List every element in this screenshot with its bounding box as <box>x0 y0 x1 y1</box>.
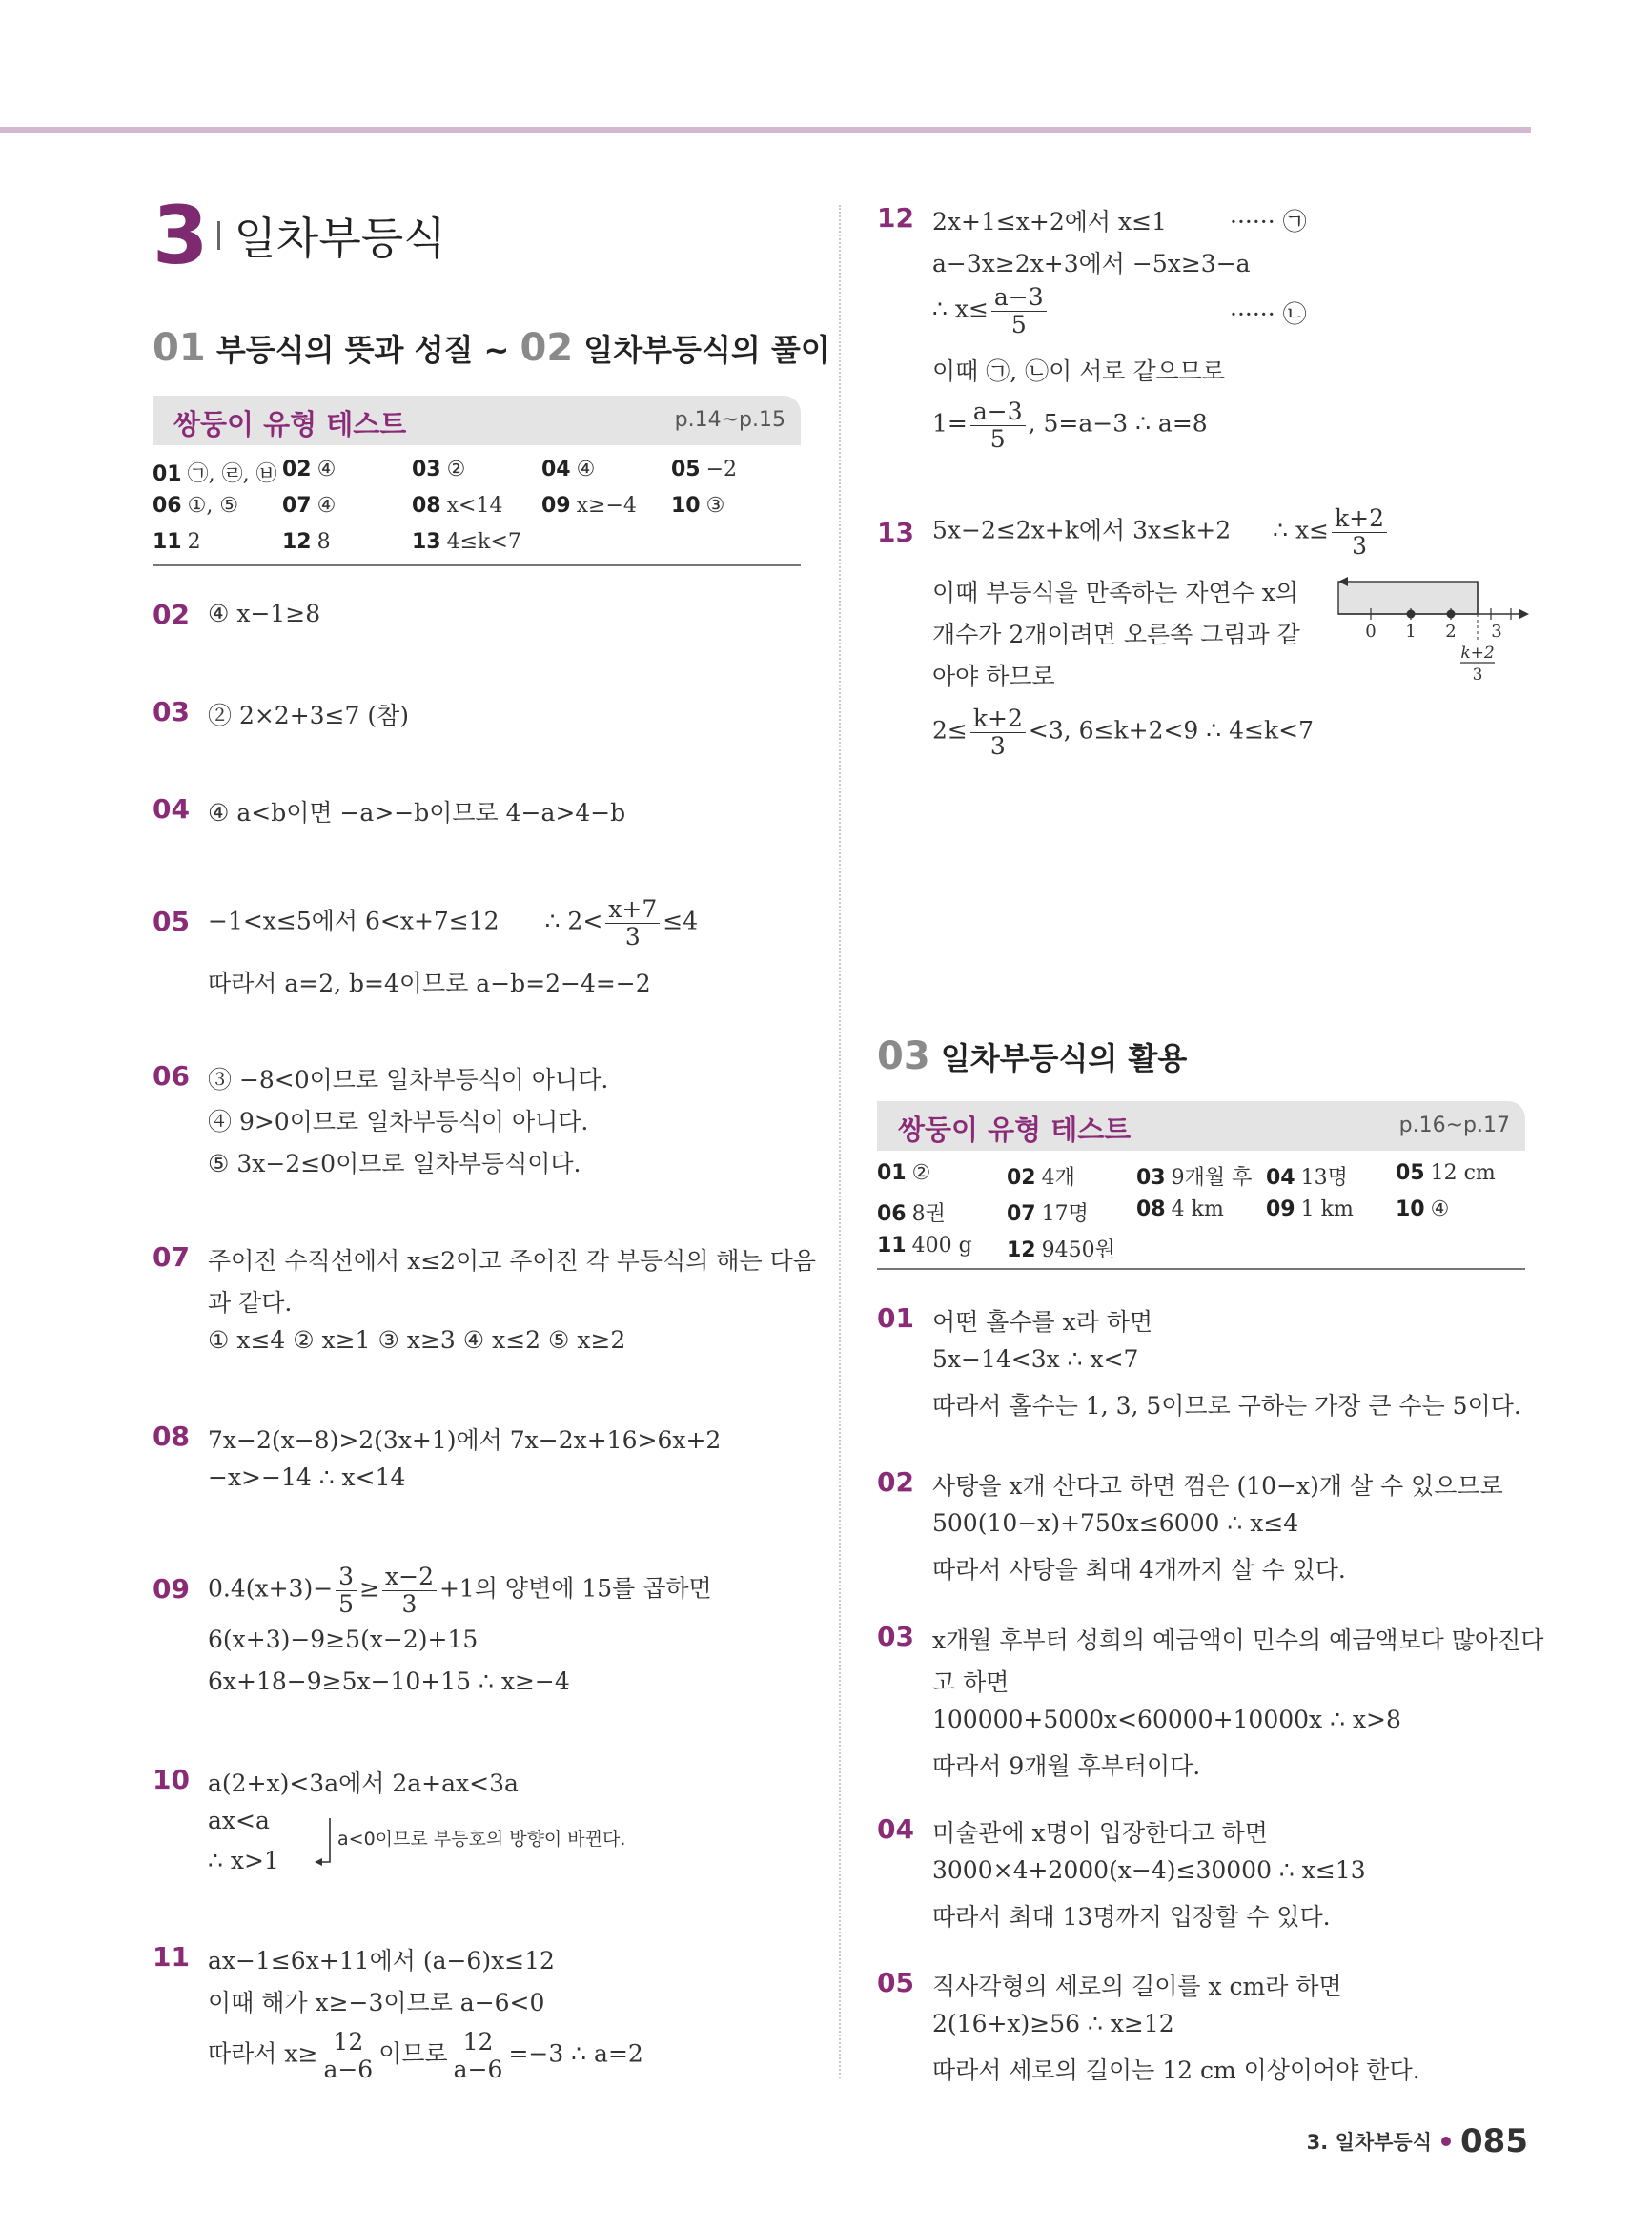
boundary-label-denominator: 3 <box>1472 665 1483 685</box>
solution-line: 1= $\frac{a-3}{5}$ , 5=a−3 ∴ a=8 <box>932 398 1208 453</box>
answer-value: 4≤k<7 <box>446 530 521 554</box>
chapter-header <box>153 189 446 282</box>
fraction: $\frac{3}{5}$ <box>336 1564 357 1617</box>
chapter-title: 일차부등식 <box>234 213 446 264</box>
number-line-figure <box>1335 572 1535 686</box>
answer-item <box>877 1197 946 1227</box>
answer-number: 03 <box>412 458 441 481</box>
answer-value: 400 g <box>911 1234 972 1258</box>
answer-item <box>153 530 201 554</box>
solution-line: x개월 후부터 성희의 예금액이 민수의 예금액보다 많아진다 <box>932 1626 1544 1654</box>
answer-number: 02 <box>1007 1166 1036 1190</box>
answer-item <box>282 530 331 554</box>
top-rule <box>0 127 1531 133</box>
problem-number: 09 <box>153 1573 190 1605</box>
solution-line: 3000×4+2000(x−4)≤30000 ∴ x≤13 <box>932 1856 1366 1884</box>
problem-number: 10 <box>153 1764 190 1795</box>
fraction: $\frac{a-3}{5}$ <box>970 399 1026 452</box>
arrow-right <box>1519 609 1529 619</box>
answer-value: ①, ⑤ <box>187 494 239 518</box>
solution-line: −1<x≤5에서 6<x+7≤12 ∴ 2< $\frac{x+7}{3}$ ≤4 <box>208 895 699 951</box>
answer-item <box>877 1161 930 1185</box>
bracket-arrow <box>315 1816 336 1870</box>
answer-value: 9개월 후 <box>1171 1166 1253 1190</box>
answer-value: x<14 <box>446 494 503 518</box>
answer-number: 06 <box>153 494 182 518</box>
answer-item <box>153 494 238 518</box>
problem-number: 03 <box>153 696 190 727</box>
solution-line: 따라서 9개월 후부터이다. <box>932 1752 1201 1780</box>
answer-value: 1 km <box>1300 1197 1354 1221</box>
answer-value: x≥−4 <box>576 494 637 518</box>
answer-item <box>412 494 502 518</box>
solution-line: 이때 해가 x≥−3이므로 a−6<0 <box>208 1989 545 2016</box>
section-heading-03: 03 일차부등식의 활용 <box>877 1034 1188 1078</box>
answer-item <box>1136 1161 1252 1191</box>
problem-number: 02 <box>153 599 190 630</box>
problem-number: 02 <box>877 1466 914 1498</box>
solution-line: 5x−2≤2x+k에서 3x≤k+2 ∴ x≤ $\frac{k+2}{3}$ <box>932 505 1390 559</box>
column-divider <box>839 205 841 2078</box>
solution-line: ④ 9>0이므로 일차부등식이 아니다. <box>208 1108 589 1135</box>
answer-item <box>1266 1197 1354 1221</box>
chapter-separator <box>217 221 220 250</box>
solution-line: 따라서 세로의 길이는 12 cm 이상이어야 한다. <box>932 2056 1420 2084</box>
solution-line: 5x−14<3x ∴ x<7 <box>932 1345 1139 1373</box>
solution-line: ∴ x≤ $\frac{a-3}{5}$ <box>932 284 1050 338</box>
tick-label: 3 <box>1491 622 1502 642</box>
answer-number: 12 <box>282 530 312 554</box>
point-2 <box>1447 610 1456 619</box>
answer-number: 13 <box>412 530 441 554</box>
problem-number: 05 <box>153 906 190 937</box>
solution-line: ④ a<b이면 −a>−b이므로 4−a>4−b <box>208 799 626 827</box>
answer-value: ㉠, ㉣, ㉥ <box>187 462 277 486</box>
answer-number: 04 <box>541 458 571 481</box>
answer-item <box>282 494 336 518</box>
fraction: $\frac{x-2}{3}$ <box>382 1564 437 1617</box>
answer-grid-rule <box>877 1268 1525 1270</box>
answer-item <box>877 1234 972 1258</box>
solution-line: 2x+1≤x+2에서 x≤1 <box>932 208 1167 235</box>
answer-number: 05 <box>1396 1161 1425 1185</box>
answer-item <box>1007 1161 1075 1191</box>
answer-item <box>1396 1161 1496 1185</box>
answer-value: 2 <box>187 530 201 554</box>
solution-marker: ······ ㉠ <box>1230 208 1307 235</box>
section-heading-01-02: 01 부등식의 뜻과 성질 ~ 02 일차부등식의 풀이 <box>153 326 830 370</box>
problem-number: 11 <box>153 1941 190 1973</box>
answer-value: ④ <box>576 458 596 481</box>
solution-line: 주어진 수직선에서 x≤2이고 주어진 각 부등식의 해는 다음 <box>208 1247 816 1275</box>
chapter-number: 3 <box>153 189 209 282</box>
annotation-note: a<0이므로 부등호의 방향이 바뀐다. <box>337 1829 626 1850</box>
problem-number: 04 <box>877 1813 914 1845</box>
answer-number: 08 <box>1136 1197 1166 1221</box>
solution-line: 개수가 2개이려면 오른쪽 그림과 같 <box>932 621 1300 648</box>
answer-number: 01 <box>153 462 182 486</box>
tick-label: 2 <box>1445 622 1457 642</box>
answer-number: 06 <box>877 1202 907 1226</box>
fraction: $\frac{k+2}{3}$ <box>970 706 1026 759</box>
answer-item <box>1007 1234 1115 1263</box>
boundary-label-numerator: k+2 <box>1460 644 1495 663</box>
answer-item <box>541 494 637 518</box>
page-footer <box>1307 2122 1528 2160</box>
problem-number: 08 <box>153 1421 190 1452</box>
shaded-region <box>1338 582 1478 614</box>
answer-number: 10 <box>1396 1197 1425 1221</box>
solution-line: 2≤ $\frac{k+2}{3}$ <3, 6≤k+2<9 ∴ 4≤k<7 <box>932 705 1314 760</box>
solution-line: 어떤 홀수를 x라 하면 <box>932 1308 1153 1336</box>
answer-value: 12 cm <box>1430 1161 1496 1185</box>
answer-value: 8 <box>316 530 331 554</box>
problem-number: 06 <box>153 1060 190 1092</box>
solution-line: 6x+18−9≥5x−10+15 ∴ x≥−4 <box>208 1667 570 1695</box>
answer-value: ② <box>446 458 466 481</box>
answer-item <box>541 458 595 481</box>
answer-item <box>153 458 277 487</box>
solution-line: 직사각형의 세로의 길이를 x cm라 하면 <box>932 1973 1342 2000</box>
answer-item <box>671 458 737 481</box>
solution-line: 100000+5000x<60000+10000x ∴ x>8 <box>932 1706 1401 1733</box>
fraction: $\frac{a-3}{5}$ <box>991 284 1047 338</box>
solution-line: 따라서 사탕을 최대 4개까지 살 수 있다. <box>932 1556 1346 1584</box>
test-bar-left <box>153 396 801 445</box>
footer-chapter-label: 3. 일차부등식 <box>1306 2131 1433 2154</box>
solution-line: 아야 하므로 <box>932 663 1055 690</box>
solution-line: 미술관에 x명이 입장한다고 하면 <box>932 1819 1268 1847</box>
solution-line: 이때 부등식을 만족하는 자연수 x의 <box>932 579 1298 606</box>
solution-line: 이때 ㉠, ㉡이 서로 같으므로 <box>932 358 1226 385</box>
answer-value: 13명 <box>1300 1166 1348 1190</box>
problem-number: 01 <box>877 1302 914 1334</box>
answer-value: ③ <box>705 494 725 518</box>
answer-item <box>282 458 336 481</box>
problem-number: 05 <box>877 1967 914 1998</box>
answer-number: 12 <box>1007 1238 1036 1262</box>
answer-number: 01 <box>877 1161 907 1185</box>
answer-value: 4개 <box>1041 1166 1075 1190</box>
answer-value: 17명 <box>1041 1202 1089 1226</box>
answer-value: ④ <box>316 458 337 481</box>
answer-value: 8권 <box>911 1202 946 1226</box>
test-bar-title: 쌍둥이 유형 테스트 <box>173 408 407 440</box>
problem-number: 07 <box>153 1241 190 1273</box>
fraction: $\frac{x+7}{3}$ <box>605 896 660 950</box>
solution-line: 과 같다. <box>208 1289 293 1317</box>
answer-item <box>412 530 521 554</box>
solution-line: 따라서 최대 13명까지 입장할 수 있다. <box>932 1903 1331 1931</box>
tick-label: 1 <box>1405 622 1417 642</box>
solution-line: 따라서 홀수는 1, 3, 5이므로 구하는 가장 큰 수는 5이다. <box>932 1392 1521 1420</box>
solution-marker: ······ ㉡ <box>1230 300 1307 328</box>
solution-line: ax−1≤6x+11에서 (a−6)x≤12 <box>208 1947 555 1974</box>
answer-item <box>1007 1197 1089 1227</box>
test-bar-title: 쌍둥이 유형 테스트 <box>898 1114 1132 1146</box>
answer-number: 10 <box>671 494 701 518</box>
problem-number: 04 <box>153 793 190 825</box>
solution-line: ⑤ 3x−2≤0이므로 일차부등식이다. <box>208 1150 581 1177</box>
solution-line: ∴ x>1 <box>208 1847 279 1874</box>
point-1 <box>1407 610 1416 619</box>
solution-line: ② 2×2+3≤7 (참) <box>208 702 410 729</box>
answer-value: −2 <box>705 458 738 481</box>
fraction: $\frac{k+2}{3}$ <box>1332 505 1387 559</box>
solution-line: ① x≤4 ② x≥1 ③ x≥3 ④ x≤2 ⑤ x≥2 <box>208 1326 626 1354</box>
answer-number: 03 <box>1136 1166 1166 1190</box>
fraction: $\frac{12}{a-6}$ <box>451 2029 506 2082</box>
problem-number: 12 <box>877 202 914 234</box>
solution-line: 6(x+3)−9≥5(x−2)+15 <box>208 1626 479 1653</box>
solution-line: ③ −8<0이므로 일차부등식이 아니다. <box>208 1066 609 1094</box>
answer-number: 05 <box>671 458 701 481</box>
solution-line: ④ x−1≥8 <box>208 600 321 627</box>
solution-line: 따라서 x≥ $\frac{12}{a-6}$ 이므로 $\frac{12}{a-6}$ =−3 ∴ a=2 <box>208 2028 643 2083</box>
answer-number: 07 <box>282 494 312 518</box>
solution-line: 따라서 a=2, b=4이므로 a−b=2−4=−2 <box>208 970 651 997</box>
answer-value: 4 km <box>1171 1197 1224 1221</box>
answer-number: 08 <box>412 494 441 518</box>
solution-line: 7x−2(x−8)>2(3x+1)에서 7x−2x+16>6x+2 <box>208 1426 722 1454</box>
answer-item <box>671 494 724 518</box>
answer-item <box>1266 1161 1348 1191</box>
answer-value: ④ <box>316 494 337 518</box>
solution-line: 2(16+x)≥56 ∴ x≥12 <box>932 2010 1174 2037</box>
problem-number: 13 <box>877 517 914 548</box>
solution-line: a−3x≥2x+3에서 −5x≥3−a <box>932 250 1251 277</box>
test-bar-right <box>877 1101 1525 1151</box>
fraction: $\frac{12}{a-6}$ <box>320 2029 376 2082</box>
footer-dot <box>1441 2137 1451 2146</box>
solution-line: 0.4(x+3)− $\frac{3}{5}$ ≥ $\frac{x-2}{3}$ +1의 양변에 15를 곱하면 <box>208 1563 712 1618</box>
test-bar-pages: p.14~p.15 <box>674 408 785 432</box>
solution-line: 500(10−x)+750x≤6000 ∴ x≤4 <box>932 1509 1299 1537</box>
solution-line: −x>−14 ∴ x<14 <box>208 1463 406 1491</box>
problem-number: 03 <box>877 1621 914 1652</box>
answer-number: 02 <box>282 458 312 481</box>
solution-line: a(2+x)<3a에서 2a+ax<3a <box>208 1770 519 1797</box>
answer-value: ② <box>911 1161 931 1185</box>
page-number: 085 <box>1460 2122 1528 2160</box>
answer-grid-rule <box>153 564 801 566</box>
answer-number: 07 <box>1007 1202 1036 1226</box>
solution-line: ax<a <box>208 1807 270 1834</box>
tick-label: 0 <box>1365 622 1377 642</box>
answer-number: 09 <box>541 494 571 518</box>
answer-number: 11 <box>877 1234 907 1258</box>
test-bar-pages: p.16~p.17 <box>1398 1114 1510 1137</box>
answer-number: 04 <box>1266 1166 1295 1190</box>
solution-line: 사탕을 x개 산다고 하면 껌은 (10−x)개 살 수 있으므로 <box>932 1472 1503 1500</box>
answer-value: ④ <box>1430 1197 1450 1221</box>
answer-number: 11 <box>153 530 182 554</box>
solution-line: 고 하면 <box>932 1668 1010 1696</box>
answer-item <box>1136 1197 1224 1221</box>
answer-item <box>412 458 465 481</box>
answer-number: 09 <box>1266 1197 1295 1221</box>
answer-value: 9450원 <box>1041 1238 1115 1262</box>
answer-item <box>1396 1197 1449 1221</box>
